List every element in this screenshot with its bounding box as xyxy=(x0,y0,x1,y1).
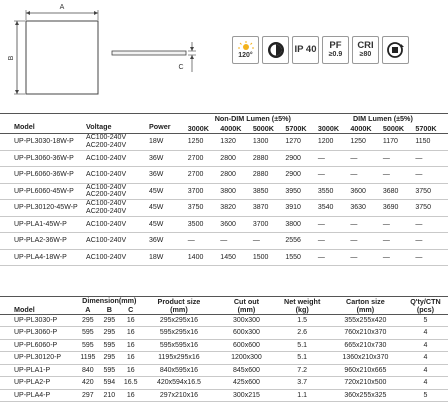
col-a: A xyxy=(77,305,98,314)
lumen-cell: — xyxy=(188,233,221,250)
weight-cell: 2.6 xyxy=(276,327,327,340)
pf-value: ≥0.9 xyxy=(328,51,343,58)
table-row xyxy=(0,314,448,327)
power-cell: 36W xyxy=(149,233,188,250)
lumen-cell: 1270 xyxy=(285,134,318,151)
voltage-cell xyxy=(86,134,149,151)
col-cct: 4000K xyxy=(350,124,383,134)
table-row xyxy=(0,352,448,365)
power-cell: 18W xyxy=(149,134,188,151)
beam-angle-text: 120° xyxy=(238,51,253,59)
lumen-cell: — xyxy=(253,233,286,250)
lumen-cell: 2880 xyxy=(253,167,286,184)
ip-rating-text: IP 40 xyxy=(294,44,317,55)
col-power: Power xyxy=(149,114,188,134)
b-cell: 595 xyxy=(99,364,120,377)
model-cell: UP-PLA4-P xyxy=(0,389,77,402)
voltage-line: AC100-240V xyxy=(86,183,127,191)
col-cct: 3000K xyxy=(318,124,351,134)
weight-cell: 5.1 xyxy=(276,339,327,352)
lumen-cell: 1170 xyxy=(383,134,416,151)
weight-cell: 7.2 xyxy=(276,364,327,377)
voltage-cell xyxy=(86,183,149,200)
dim-a-label: A xyxy=(59,4,65,11)
lumen-cell: — xyxy=(383,233,416,250)
lumen-cell: — xyxy=(318,150,351,167)
voltage-line: AC100-240V xyxy=(86,134,127,142)
model-cell: UP-PLA4-18W-P xyxy=(0,249,86,266)
qty-cell: 5 xyxy=(403,314,448,327)
product-cell: 295x295x16 xyxy=(141,314,216,327)
cut-cell: 300x215 xyxy=(216,389,276,402)
power-cell: 45W xyxy=(149,216,188,233)
beam-angle-icon xyxy=(232,36,259,64)
dimmable-icon xyxy=(262,36,289,64)
model-cell: UP-PL6060-36W-P xyxy=(0,167,86,184)
col-cct: 4000K xyxy=(220,124,253,134)
col-model: Model xyxy=(0,114,86,134)
c-cell: 16 xyxy=(120,327,141,340)
lumen-cell: 3550 xyxy=(318,183,351,200)
panel-side-view xyxy=(112,51,186,55)
power-cell: 36W xyxy=(149,167,188,184)
col-qty: Q'ty/CTN (pcs) xyxy=(403,297,448,315)
carton-cell: 720x210x500 xyxy=(328,377,403,390)
lumen-cell: 1250 xyxy=(188,134,221,151)
cut-cell: 845x600 xyxy=(216,364,276,377)
model-cell: UP-PL3030-P xyxy=(0,314,77,327)
lumen-cell: — xyxy=(350,249,383,266)
b-cell: 295 xyxy=(99,327,120,340)
lumen-table xyxy=(0,113,448,266)
lumen-cell: — xyxy=(383,216,416,233)
lumen-cell: 1320 xyxy=(220,134,253,151)
size-table-body xyxy=(0,314,448,402)
voltage-cell xyxy=(86,167,149,184)
lumen-cell: 2880 xyxy=(253,150,286,167)
lumen-cell: 1400 xyxy=(188,249,221,266)
table-row xyxy=(0,167,448,184)
cut-cell: 300x300 xyxy=(216,314,276,327)
weight-cell: 5.1 xyxy=(276,352,327,365)
a-cell: 840 xyxy=(77,364,98,377)
model-cell: UP-PLA2-P xyxy=(0,377,77,390)
model-cell: UP-PL6060-P xyxy=(0,339,77,352)
ip-rating-icon xyxy=(292,36,319,64)
lumen-cell: — xyxy=(350,150,383,167)
lumen-cell: 3680 xyxy=(383,183,416,200)
c-cell: 16 xyxy=(120,364,141,377)
a-cell: 297 xyxy=(77,389,98,402)
lumen-cell: 2800 xyxy=(220,167,253,184)
voltage-line: AC100-240V xyxy=(86,154,127,162)
carton-cell: 760x210x370 xyxy=(328,327,403,340)
col-carton-size: Carton size (mm) xyxy=(328,297,403,315)
qty-cell: 5 xyxy=(403,389,448,402)
carton-cell: 665x210x730 xyxy=(328,339,403,352)
feature-icons xyxy=(232,36,409,68)
lumen-cell: — xyxy=(415,249,448,266)
model-cell: UP-PLA1-P xyxy=(0,364,77,377)
lumen-cell: — xyxy=(350,233,383,250)
power-cell: 45W xyxy=(149,183,188,200)
dim-b-label: B xyxy=(8,55,15,61)
b-cell: 295 xyxy=(99,352,120,365)
lumen-cell: — xyxy=(350,216,383,233)
model-cell: UP-PL3030-18W-P xyxy=(0,134,86,151)
model-cell: UP-PL3060-P xyxy=(0,327,77,340)
voltage-cell xyxy=(86,249,149,266)
c-cell: 16 xyxy=(120,314,141,327)
lumen-cell: 3800 xyxy=(285,216,318,233)
lumen-cell: 3870 xyxy=(253,200,286,217)
lumen-cell: 2900 xyxy=(285,150,318,167)
cut-cell: 600x300 xyxy=(216,327,276,340)
col-nondim-lumen: Non-DIM Lumen (±5%) xyxy=(188,114,318,124)
size-table xyxy=(0,296,448,402)
product-cell: 297x210x16 xyxy=(141,389,216,402)
voltage-line: AC100-240V xyxy=(86,237,127,244)
col-product-size: Product size (mm) xyxy=(141,297,216,315)
power-cell: 36W xyxy=(149,150,188,167)
voltage-cell xyxy=(86,216,149,233)
col-b: B xyxy=(99,305,120,314)
b-cell: 595 xyxy=(99,339,120,352)
voltage-line: AC100-240V xyxy=(86,171,127,178)
model-cell: UP-PL30120-45W-P xyxy=(0,200,86,217)
voltage-cell xyxy=(86,150,149,167)
dim-c-label: C xyxy=(178,64,184,71)
b-cell: 295 xyxy=(99,314,120,327)
lumen-cell: 2700 xyxy=(188,150,221,167)
qty-cell: 4 xyxy=(403,327,448,340)
a-cell: 420 xyxy=(77,377,98,390)
lumen-cell: 3750 xyxy=(188,200,221,217)
cri-icon xyxy=(352,36,379,64)
lumen-cell: — xyxy=(415,167,448,184)
lumen-cell: 3630 xyxy=(350,200,383,217)
carton-cell: 360x255x325 xyxy=(328,389,403,402)
weight-cell: 3.7 xyxy=(276,377,327,390)
lumen-cell: 2800 xyxy=(220,150,253,167)
lumen-cell: 3600 xyxy=(220,216,253,233)
table-row xyxy=(0,389,448,402)
table-row xyxy=(0,134,448,151)
lumen-cell: 3500 xyxy=(188,216,221,233)
power-cell: 45W xyxy=(149,200,188,217)
qty-cell: 4 xyxy=(403,352,448,365)
col-cct: 5000K xyxy=(253,124,286,134)
col-voltage: Voltage xyxy=(86,114,149,134)
lumen-cell: 1150 xyxy=(415,134,448,151)
col-dim-lumen: DIM Lumen (±5%) xyxy=(318,114,448,124)
qty-cell: 4 xyxy=(403,377,448,390)
qty-cell: 4 xyxy=(403,364,448,377)
a-cell: 295 xyxy=(77,314,98,327)
lumen-cell: 1550 xyxy=(285,249,318,266)
table-row xyxy=(0,233,448,250)
lumen-cell: 3820 xyxy=(220,200,253,217)
lumen-cell: — xyxy=(350,167,383,184)
model-cell: UP-PLA2-36W-P xyxy=(0,233,86,250)
weight-cell: 1.5 xyxy=(276,314,327,327)
table-row xyxy=(0,216,448,233)
model-cell: UP-PL3060-36W-P xyxy=(0,150,86,167)
lumen-cell: 3750 xyxy=(415,200,448,217)
pf-label: PF xyxy=(329,40,342,51)
voltage-line: AC100-240V xyxy=(86,253,127,261)
lumen-cell: 1500 xyxy=(253,249,286,266)
panel-front-view xyxy=(26,21,98,94)
weight-cell: 1.1 xyxy=(276,389,327,402)
col-cut-out: Cut out (mm) xyxy=(216,297,276,315)
cut-cell: 600x600 xyxy=(216,339,276,352)
lumen-cell: — xyxy=(415,233,448,250)
product-cell: 595x595x16 xyxy=(141,339,216,352)
cut-cell: 1200x300 xyxy=(216,352,276,365)
cri-value: ≥80 xyxy=(359,51,372,58)
lumen-cell: — xyxy=(318,233,351,250)
col-cct: 5000K xyxy=(383,124,416,134)
dimension-diagram xyxy=(0,0,448,104)
carton-cell: 1360x210x370 xyxy=(328,352,403,365)
b-cell: 210 xyxy=(99,389,120,402)
table-row xyxy=(0,327,448,340)
col-cct: 5700K xyxy=(285,124,318,134)
cut-cell: 425x600 xyxy=(216,377,276,390)
col-dimension: Dimension(mm) xyxy=(77,297,141,306)
voltage-line: AC200-240V xyxy=(86,141,127,149)
col-model: Model xyxy=(0,297,77,315)
power-factor-icon xyxy=(322,36,349,64)
cri-label: CRI xyxy=(357,40,374,51)
lumen-cell: 3800 xyxy=(220,183,253,200)
lumen-cell: 3850 xyxy=(253,183,286,200)
lumen-cell: — xyxy=(220,233,253,250)
warranty-icon xyxy=(382,36,409,64)
table-row xyxy=(0,339,448,352)
lumen-cell: 1300 xyxy=(253,134,286,151)
table-row xyxy=(0,150,448,167)
lumen-cell: — xyxy=(383,150,416,167)
lumen-cell: — xyxy=(318,216,351,233)
carton-cell: 960x210x665 xyxy=(328,364,403,377)
lumen-cell: — xyxy=(415,150,448,167)
a-cell: 595 xyxy=(77,339,98,352)
lumen-cell: — xyxy=(383,249,416,266)
a-cell: 1195 xyxy=(77,352,98,365)
lumen-cell: — xyxy=(383,167,416,184)
lumen-cell: 2556 xyxy=(285,233,318,250)
col-cct: 5700K xyxy=(415,124,448,134)
lumen-cell: 3950 xyxy=(285,183,318,200)
voltage-line: AC100-240V xyxy=(86,200,127,208)
voltage-cell xyxy=(86,233,149,250)
lumen-cell: 1200 xyxy=(318,134,351,151)
voltage-line: AC100-240V xyxy=(86,220,127,228)
lumen-cell: 3600 xyxy=(350,183,383,200)
a-cell: 595 xyxy=(77,327,98,340)
table-row xyxy=(0,249,448,266)
lumen-cell: 3750 xyxy=(415,183,448,200)
model-cell: UP-PLA1-45W-P xyxy=(0,216,86,233)
table-row xyxy=(0,200,448,217)
lumen-cell: 3700 xyxy=(188,183,221,200)
lumen-cell: 2700 xyxy=(188,167,221,184)
lumen-cell: 3910 xyxy=(285,200,318,217)
c-cell: 16 xyxy=(120,352,141,365)
product-cell: 1195x295x16 xyxy=(141,352,216,365)
voltage-cell xyxy=(86,200,149,217)
c-cell: 16 xyxy=(120,389,141,402)
model-cell: UP-PL30120-P xyxy=(0,352,77,365)
lumen-cell: — xyxy=(318,167,351,184)
lumen-cell: 2900 xyxy=(285,167,318,184)
product-cell: 420x594x16.5 xyxy=(141,377,216,390)
lumen-cell: 1250 xyxy=(350,134,383,151)
lumen-cell: 3690 xyxy=(383,200,416,217)
carton-cell: 355x255x420 xyxy=(328,314,403,327)
lumen-cell: — xyxy=(415,216,448,233)
lumen-cell: 3700 xyxy=(253,216,286,233)
power-cell: 18W xyxy=(149,249,188,266)
table-row xyxy=(0,183,448,200)
lumen-table-body xyxy=(0,134,448,266)
c-cell: 16 xyxy=(120,339,141,352)
col-cct: 3000K xyxy=(188,124,221,134)
table-row xyxy=(0,364,448,377)
product-cell: 840x595x16 xyxy=(141,364,216,377)
c-cell: 16.5 xyxy=(120,377,141,390)
model-cell: UP-PL6060-45W-P xyxy=(0,183,86,200)
b-cell: 594 xyxy=(99,377,120,390)
product-cell: 595x295x16 xyxy=(141,327,216,340)
lumen-cell: 1450 xyxy=(220,249,253,266)
col-c: C xyxy=(120,305,141,314)
table-row xyxy=(0,377,448,390)
lumen-cell: 3540 xyxy=(318,200,351,217)
voltage-line: AC200-240V xyxy=(86,191,127,199)
col-net-weight: Net weight (kg) xyxy=(276,297,327,315)
qty-cell: 4 xyxy=(403,339,448,352)
voltage-line: AC200-240V xyxy=(86,207,127,215)
lumen-cell: — xyxy=(318,249,351,266)
